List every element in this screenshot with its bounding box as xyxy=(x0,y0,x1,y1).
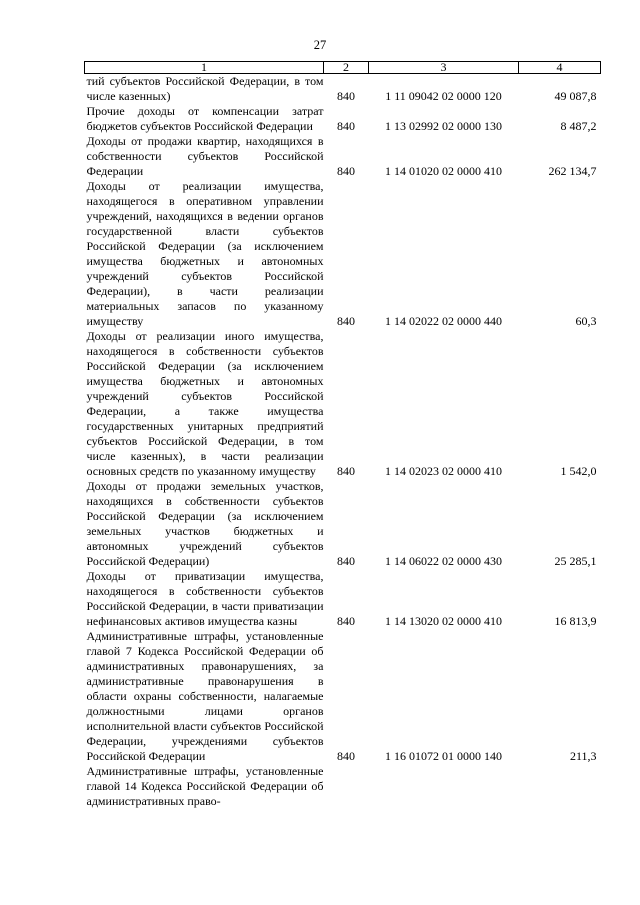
page-number: 27 xyxy=(313,38,327,52)
table-row xyxy=(85,104,601,134)
budget-code: 1 14 06022 02 0000 430 xyxy=(385,554,502,568)
table-row xyxy=(85,764,601,809)
table-row xyxy=(85,134,601,179)
table-row xyxy=(85,629,601,764)
table-body xyxy=(85,74,601,810)
admin-code: 840 xyxy=(337,614,355,628)
admin-code: 840 xyxy=(337,89,355,103)
budget-code: 1 14 02023 02 0000 410 xyxy=(385,464,502,478)
table-row xyxy=(85,329,601,479)
revenue-name: Доходы от реализации имущества, находящегося в оперативном управлении учреждений, находящихся в ведении органов государственной власти субъектов Российской Федерации (за исключением имущества бюджетных и автономных учреждений субъектов Российской Федерации), в части реализации материальных запасов по указанному имуществу xyxy=(86,179,324,328)
revenue-name: тий субъектов Российской Федерации, в том числе казенных) xyxy=(86,74,324,103)
budget-code: 1 13 02992 02 0000 130 xyxy=(385,119,502,133)
revenue-name: Доходы от продажи земельных участков, находящихся в собственности субъектов Российской Федерации (за исключением земельных участков бюджетных и автономных учреждений субъектов Российской Федерации) xyxy=(86,479,324,568)
budget-code: 1 14 02022 02 0000 440 xyxy=(385,314,502,328)
revenue-name: Прочие доходы от компенсации затрат бюджетов субъектов Российской Федерации xyxy=(86,104,324,133)
table-row xyxy=(85,179,601,329)
header-row xyxy=(85,62,601,74)
budget-code: 1 14 01020 02 0000 410 xyxy=(385,164,502,178)
amount: 262 134,7 xyxy=(548,164,597,178)
table-row xyxy=(85,74,601,105)
revenue-name: Доходы от реализации иного имущества, находящегося в собственности субъектов Российской Федерации (за исключением имущества бюджетных и автономных учреждений субъектов Российской Федерации, а также имущества государственных унитарных предприятий субъектов Российской Федерации, в том числе казенных), в части реализации основных средств по указанному имуществу xyxy=(86,329,324,478)
budget-code: 1 14 13020 02 0000 410 xyxy=(385,614,502,628)
admin-code: 840 xyxy=(337,119,355,133)
table-header xyxy=(85,62,601,74)
table-row xyxy=(85,569,601,629)
amount: 8 487,2 xyxy=(560,119,597,133)
revenue-table xyxy=(84,61,601,809)
amount: 25 285,1 xyxy=(554,554,597,568)
amount xyxy=(519,764,601,809)
amount: 60,3 xyxy=(575,314,597,328)
admin-code: 840 xyxy=(337,554,355,568)
budget-code xyxy=(369,764,519,809)
admin-code: 840 xyxy=(337,749,355,763)
column-header-4: 4 xyxy=(519,62,601,74)
amount: 211,3 xyxy=(569,749,597,763)
column-header-2: 2 xyxy=(324,62,369,74)
column-header-1: 1 xyxy=(85,62,324,74)
revenue-name: Доходы от приватизации имущества, находящегося в собственности субъектов Российской Федерации, в части приватизации нефинансовых активов имущества казны xyxy=(86,569,324,628)
revenue-name: Административные штрафы, установленные главой 14 Кодекса Российской Федерации об административных право- xyxy=(86,764,324,808)
admin-code xyxy=(324,764,369,809)
column-header-3: 3 xyxy=(369,62,519,74)
amount: 16 813,9 xyxy=(554,614,597,628)
table-row xyxy=(85,479,601,569)
admin-code: 840 xyxy=(337,314,355,328)
admin-code: 840 xyxy=(337,164,355,178)
amount: 1 542,0 xyxy=(560,464,597,478)
budget-code: 1 11 09042 02 0000 120 xyxy=(385,89,502,103)
revenue-name: Доходы от продажи квартир, находящихся в собственности субъектов Российской Федерации xyxy=(86,134,324,178)
budget-code: 1 16 01072 01 0000 140 xyxy=(385,749,502,763)
admin-code: 840 xyxy=(337,464,355,478)
amount: 49 087,8 xyxy=(554,89,597,103)
revenue-name: Административные штрафы, установленные главой 7 Кодекса Российской Федерации об административных правонарушениях, за административные правонарушения в области охраны собственности, налагаемые должностными лицами органов исполнительной власти субъектов Российской Федерации, учреждениями субъектов Российской Федерации xyxy=(86,629,324,763)
